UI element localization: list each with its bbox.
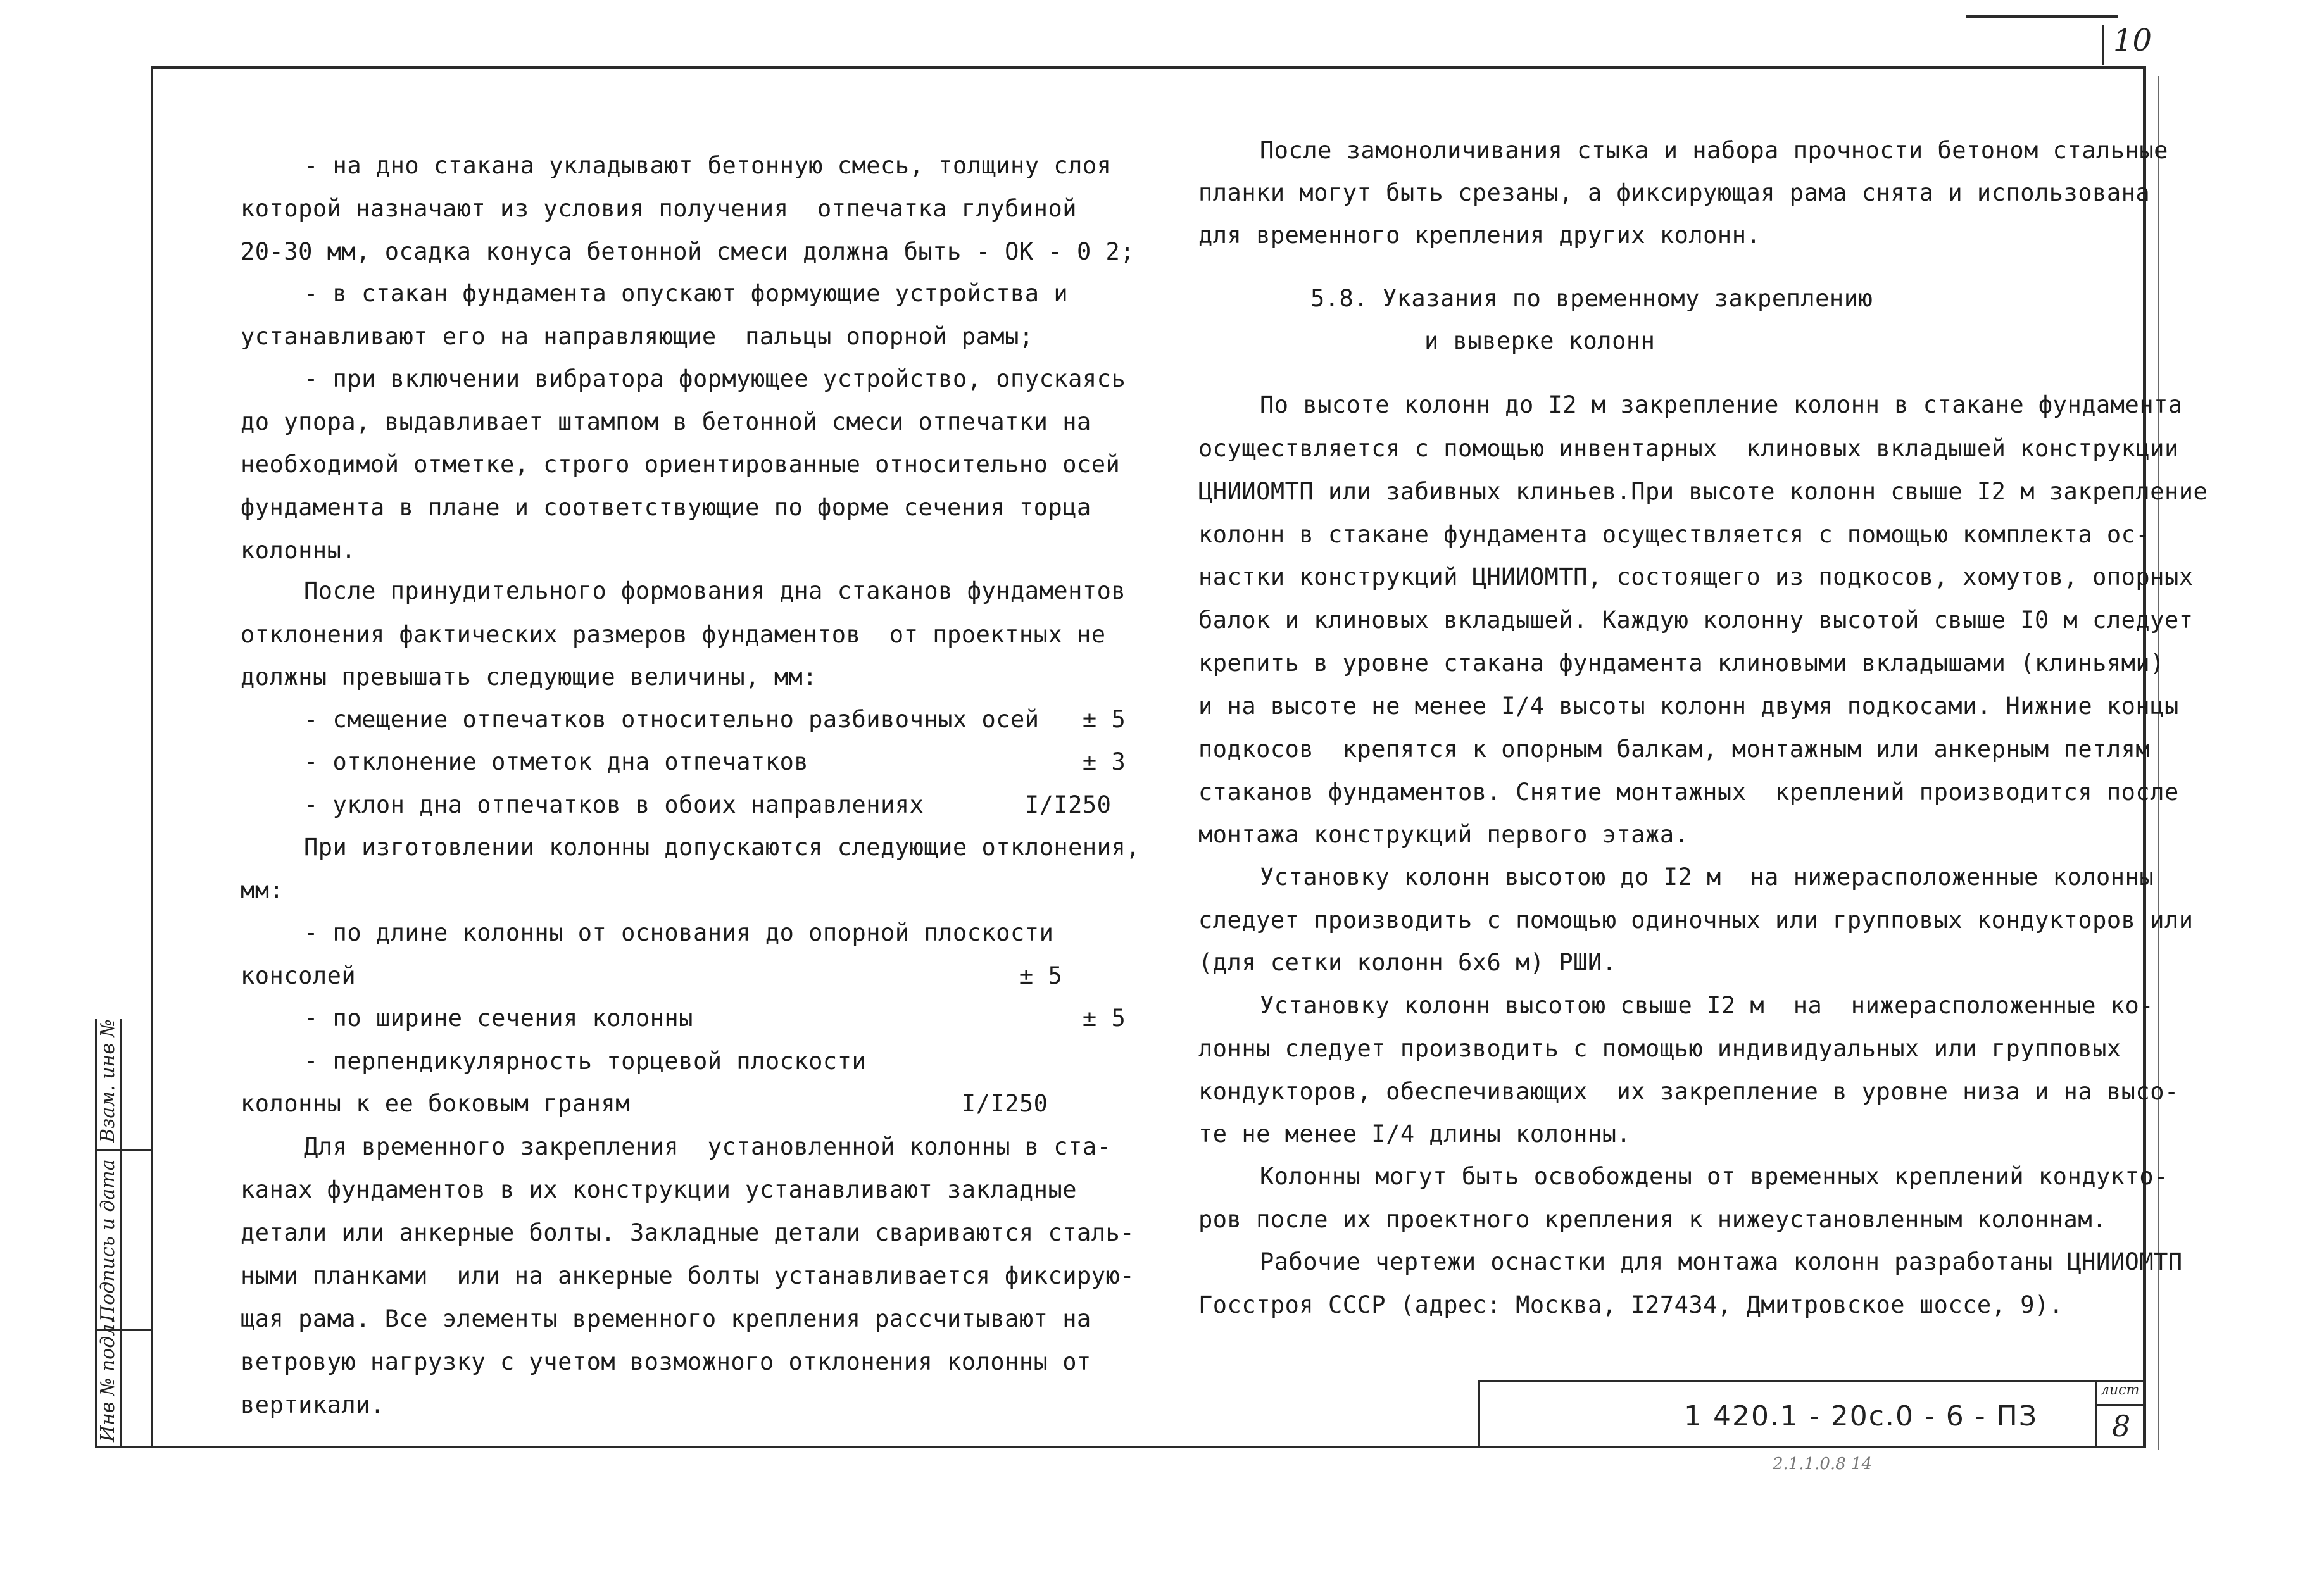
right-text-line: для временного крепления других колонн. [1198,222,1761,249]
left-text-line: - по ширине сечения колонны ± 5 [304,1005,1126,1032]
left-text-line: которой назначают из условия получения отпечатка глубиной [241,195,1077,222]
right-text-line: кондукторов, обеспечивающих их закрепление в уровне низа и на высо- [1198,1078,2179,1105]
right-text-line: и на высоте не менее I/4 высоты колонн двумя подкосами. Нижние концы [1198,692,2179,720]
left-text-line: фундамента в плане и соответствующие по форме сечения торца [241,494,1091,521]
stamp-top-line [1478,1380,2146,1382]
stamp-sheet-label: лист [2101,1382,2140,1398]
left-text-line: - на дно стакана укладывают бетонную смесь, толщину слоя [304,152,1112,179]
left-text-line: ными планками или на анкерные болты устанавливается фиксирую- [241,1262,1135,1289]
left-text-line: - по длине колонны от основания до опорной плоскости [304,919,1054,946]
right-text-line: планки могут быть срезаны, а фиксирующая рама снята и использована [1198,179,2151,206]
binding-margin-right [120,1019,122,1447]
right-text-line: монтажа конструкций первого этажа. [1198,821,1689,848]
outer-right-edge [2158,76,2159,1450]
left-text-line: - при включении вибратора формующее устройство, опускаясь [304,365,1126,392]
left-text-line: ветровую нагрузку с учетом возможного отклонения колонны от [241,1348,1091,1375]
right-text-line: осуществляется с помощью инвентарных клиновых вкладышей конструкции [1198,435,2179,462]
left-text-line: отклонения фактических размеров фундаментов от проектных не [241,621,1106,648]
left-text-line: При изготовлении колонны допускаются следующие отклонения, [304,834,1141,861]
top-page-number: 10 [2113,23,2152,58]
right-text-line: балок и клиновых вкладышей. Каждую колонну высотой свыше I0 м следует [1198,606,2194,634]
right-text-line: Установку колонн высотою свыше I2 м на нижерасположенные ко- [1260,992,2154,1019]
stamp-sheet-label-line [2095,1404,2146,1406]
left-text-line: щая рама. Все элементы временного крепления рассчитывают на [241,1305,1091,1332]
right-text-line: После замоноличивания стыка и набора прочности бетоном стальные [1260,137,2168,164]
left-text-line: мм: [241,877,284,904]
left-text-line: - перпендикулярность торцевой плоскости [304,1048,867,1075]
section-heading-line: 5.8. Указания по временному закреплению [1310,285,1873,312]
right-text-line: подкосов крепятся к опорным балкам, монтажным или анкерным петлям [1198,736,2151,763]
left-text-line: 20-30 мм, осадка конуса бетонной смеси должна быть - ОК - 0 2; [241,238,1135,265]
right-text-line: лонны следует производить с помощью индивидуальных или групповых [1198,1035,2121,1062]
frame-bottom-line [95,1446,2146,1448]
left-text-line: - отклонение отметок дна отпечатков ± 3 [304,748,1126,775]
left-text-line: должны превышать следующие величины, мм: [241,663,818,691]
left-text-line: колонны к ее боковым граням I/I250 [241,1090,1048,1117]
inv-podl-label: Инв № подл. [97,1318,119,1442]
right-text-line: ЦНИИОМТП или забивных клиньев.При высоте колонн свыше I2 м закрепление [1198,478,2208,505]
left-text-line: После принудительного формования дна стаканов фундаментов [304,577,1126,604]
stamp-left-line [1478,1380,1480,1447]
vzam-inv-label: Взам. инв № [97,1019,119,1143]
stamp-sheet-number: 8 [2112,1409,2131,1443]
podpis-data-label: Подпись и дата [97,1159,119,1322]
right-text-line: следует производить с помощью одиночных или групповых кондукторов или [1198,906,2194,934]
left-text-line: детали или анкерные болты. Закладные детали свариваются сталь- [241,1219,1135,1246]
right-text-line: По высоте колонн до I2 м закрепление колонн в стакане фундамента [1260,391,2183,418]
right-text-line: крепить в уровне стакана фундамента клиновыми вкладышами (клиньями) [1198,649,2164,677]
right-text-line: настки конструкций ЦНИИОМТП, состоящего из подкосов, хомутов, опорных [1198,563,2194,591]
left-text-line: канах фундаментов в их конструкции устанавливают закладные [241,1176,1077,1203]
left-text-line: колонны. [241,537,356,564]
right-text-line: Установку колонн высотою до I2 м на нижерасположенные колонны [1260,863,2154,891]
left-text-line: консолей ± 5 [241,962,1063,989]
left-text-line: до упора, выдавливает штампом в бетонной смеси отпечатки на [241,408,1091,435]
left-text-line: необходимой отметке, строго ориентированные относительно осей [241,451,1121,478]
left-text-line: - в стакан фундамента опускают формующие устройства и [304,280,1069,307]
binding-margin-sep1 [95,1149,152,1151]
top-right-tab-line [1966,15,2118,18]
left-text-line: устанавливают его на направляющие пальцы опорной рамы; [241,323,1034,350]
left-text-line: - смещение отпечатков относительно разбивочных осей ± 5 [304,706,1126,733]
left-text-line: - уклон дна отпечатков в обоих направлениях I/I250 [304,791,1112,818]
right-text-line: те не менее I/4 длины колонны. [1198,1120,1631,1148]
right-text-line: Колонны могут быть освобождены от временных креплений кондукто- [1260,1163,2168,1190]
left-text-line: Для временного закрепления установленной колонны в ста- [304,1133,1112,1160]
frame-top-line [152,66,2146,69]
right-text-line: (для сетки колонн 6х6 м) РШИ. [1198,949,1617,976]
left-text-line: вертикали. [241,1391,385,1418]
right-text-line: ров после их проектного крепления к нижеустановленным колоннам. [1198,1206,2107,1233]
right-text-line: колонн в стакане фундамента осуществляется с помощью комплекта ос- [1198,521,2151,548]
stamp-sheet-divider [2095,1380,2097,1447]
frame-left-line [151,66,153,1446]
page-number-box-left [2102,25,2104,65]
right-text-line: стаканов фундаментов. Снятие монтажных креплений производится после [1198,779,2179,806]
right-text-line: Госстроя СССР (адрес: Москва, I27434, Дмитровское шоссе, 9). [1198,1291,2064,1318]
bottom-archive-mark: 2.1.1.0.8 14 [1773,1455,1873,1474]
stamp-code: 1 420.1 - 20с.0 - 6 - ПЗ [1684,1400,2038,1432]
right-text-line: Рабочие чертежи оснастки для монтажа колонн разработаны ЦНИИОМТП [1260,1248,2183,1275]
section-heading-line: и выверке колонн [1424,327,1655,354]
